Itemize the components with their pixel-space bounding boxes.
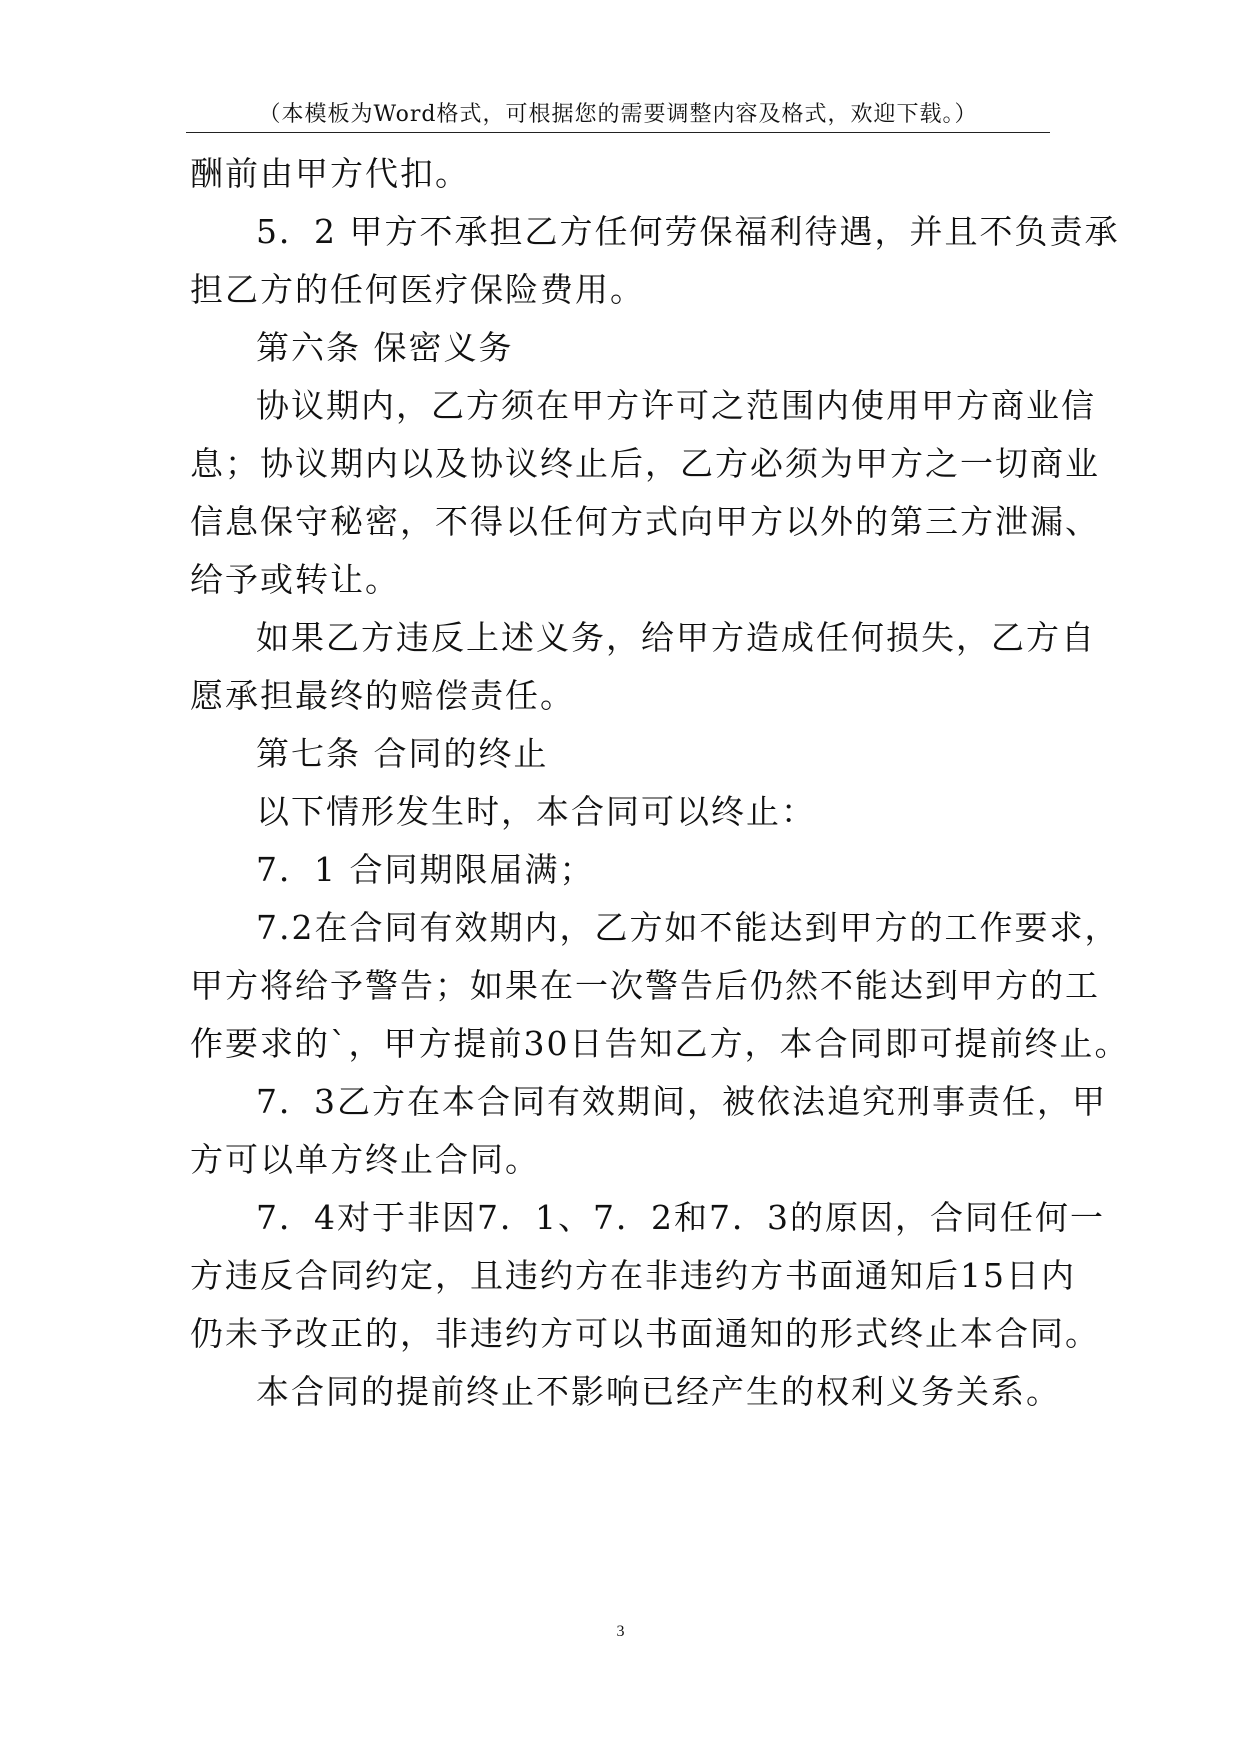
paragraph-line: 7．3乙方在本合同有效期间，被依法追究刑事责任，甲: [256, 1082, 1107, 1121]
paragraph-line: 本合同的提前终止不影响已经产生的权利义务关系。: [256, 1372, 1061, 1411]
section-heading: 第六条 保密义务: [256, 328, 514, 367]
paragraph-line: 作要求的`，甲方提前30日告知乙方，本合同即可提前终止。: [190, 1024, 1130, 1063]
page-number: 3: [616, 1623, 625, 1640]
paragraph-line: 甲方将给予警告；如果在一次警告后仍然不能达到甲方的工: [190, 966, 1100, 1005]
paragraph-line: 息；协议期内以及协议终止后，乙方必须为甲方之一切商业: [190, 444, 1100, 483]
paragraph-line: 7．1 合同期限届满；: [256, 850, 595, 889]
paragraph-line: 愿承担最终的赔偿责任。: [190, 676, 575, 715]
paragraph-line: 仍未予改正的，非违约方可以书面通知的形式终止本合同。: [190, 1314, 1100, 1353]
paragraph-line: 协议期内，乙方须在甲方许可之范围内使用甲方商业信: [256, 386, 1096, 425]
paragraph-line: 方可以单方终止合同。: [190, 1140, 540, 1179]
paragraph-line: 如果乙方违反上述义务，给甲方造成任何损失，乙方自: [256, 618, 1096, 657]
paragraph-line: 方违反合同约定，且违约方在非违约方书面通知后15日内: [190, 1256, 1076, 1295]
paragraph-line: 7.2在合同有效期内，乙方如不能达到甲方的工作要求，: [256, 908, 1120, 947]
paragraph-line: 担乙方的任何医疗保险费用。: [190, 270, 645, 309]
paragraph-line: 5．2 甲方不承担乙方任何劳保福利待遇，并且不负责承: [256, 212, 1120, 251]
paragraph-line: 酬前由甲方代扣。: [190, 154, 470, 193]
paragraph-line: 以下情形发生时，本合同可以终止：: [256, 792, 816, 831]
template-header-note: （本模板为Word格式，可根据您的需要调整内容及格式，欢迎下载。）: [186, 98, 1050, 133]
paragraph-line: 给予或转让。: [190, 560, 400, 599]
paragraph-line: 信息保守秘密，不得以任何方式向甲方以外的第三方泄漏、: [190, 502, 1100, 541]
paragraph-line: 7．4对于非因7．1、7．2和7．3的原因，合同任何一: [256, 1198, 1105, 1237]
section-heading: 第七条 合同的终止: [256, 734, 549, 773]
